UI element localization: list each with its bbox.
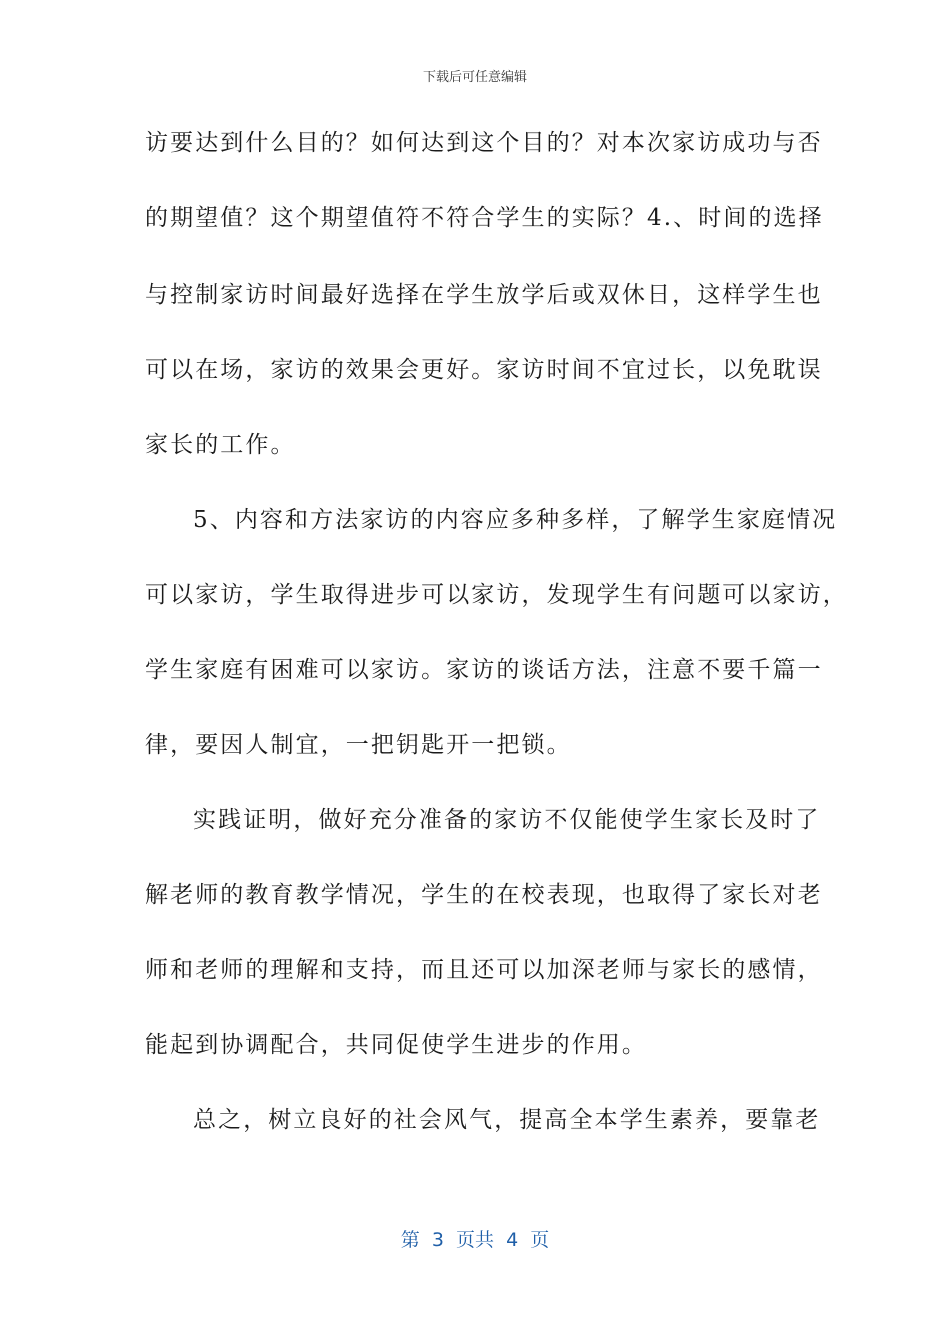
text-line: 可以家访，学生取得进步可以家访，发现学生有问题可以家访， (145, 582, 848, 608)
page-header-note: 下载后可任意编辑 (422, 70, 527, 85)
paragraph-first-line: 总之，树立良好的社会风气，提高全本学生素养，要靠老 (193, 1107, 821, 1133)
text-line: 能起到协调配合，共同促使学生进步的作用。 (145, 1032, 647, 1058)
paragraph-first-line: 5、内容和方法家访的内容应多种多样，了解学生家庭情况 (193, 507, 838, 533)
text-line: 师和老师的理解和支持，而且还可以加深老师与家长的感情， (145, 957, 823, 983)
paragraph-first-line: 实践证明，做好充分准备的家访不仅能使学生家长及时了 (193, 807, 821, 833)
text-line: 与控制家访时间最好选择在学生放学后或双休日，这样学生也 (145, 282, 823, 308)
text-line: 访要达到什么目的？如何达到这个目的？对本次家访成功与否 (145, 130, 823, 156)
text-line: 律，要因人制宜，一把钥匙开一把锁。 (145, 732, 572, 758)
text-line: 可以在场，家访的效果会更好。家访时间不宜过长，以免耽误 (145, 357, 823, 383)
text-line: 学生家庭有困难可以家访。家访的谈话方法，注意不要千篇一 (145, 657, 823, 683)
page-number-footer: 第 3 页共 4 页 (400, 1229, 550, 1251)
text-line: 家长的工作。 (145, 432, 296, 458)
text-line: 的期望值？这个期望值符不符合学生的实际？4.、时间的选择 (145, 205, 824, 231)
text-line: 解老师的教育教学情况，学生的在校表现，也取得了家长对老 (145, 882, 823, 908)
